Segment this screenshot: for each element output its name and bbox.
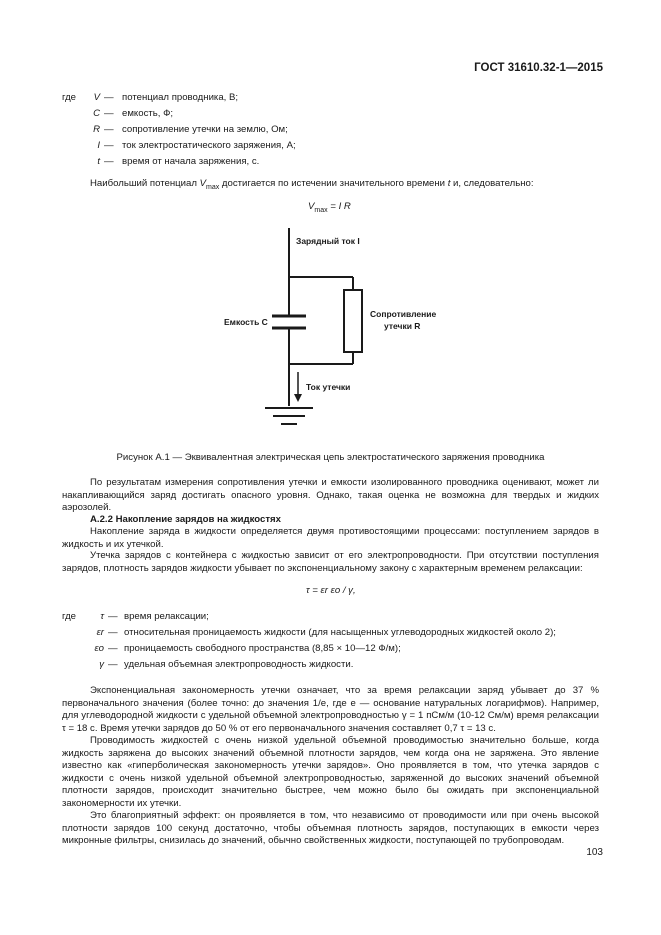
definition-symbol: I [97, 140, 100, 151]
circuit-diagram [0, 228, 661, 428]
label-capacitance: Емкость C [224, 317, 268, 327]
definition-text: относительная проницаемость жидкости (для насыщенных углеводородных жидкостей около 2); [124, 627, 556, 638]
definition-dash: — [108, 611, 118, 622]
paragraph: По результатам измерения сопротивления утечки и емкости изолированного проводника оценивают, может ли накапливающийся заряд достигать опасного уровня. Однако, такая оценка не возможна для твердых и жидких аэрозолей. [62, 477, 599, 514]
formula-tau: τ = εr εo / γ, [306, 585, 356, 596]
definition-item [62, 156, 602, 170]
paragraph: Утечка зарядов с контейнера с жидкостью зависит от его электропроводности. При отсутствии поступления зарядов, плотность зарядов жидкости убывает по экспоненциальному закону с характерным временем релаксации: [62, 550, 599, 574]
definition-symbol: τ [100, 611, 104, 622]
vmax-sentence [90, 178, 534, 191]
paragraph: Экспоненциальная закономерность утечки означает, что за время релаксации заряд убывает до 37 % первоначального значения (более точно: до значения 1/e, где e — основание натуральных логарифмов). Например, для углеводородной жидкости с удельной объемной электропроводностью γ = 1 пСм/м (10-12 См/м) время релаксации τ = 18 с. Время утечки зарядов до 50 % от его первоначального значения составляет 0,7 τ = 13 с. [62, 685, 599, 734]
definition-item [62, 124, 602, 138]
definition-dash: — [108, 627, 118, 638]
definition-dash: — [104, 108, 114, 119]
definition-text: потенциал проводника, В; [122, 92, 239, 103]
label-charge-current: Зарядный ток I [296, 236, 360, 246]
page-number: 103 [586, 847, 603, 858]
formula-rhs: = I R [327, 201, 351, 212]
definitions-lead: где [62, 611, 77, 622]
subscript-max: max [206, 183, 220, 191]
definition-symbol: V [93, 92, 100, 103]
label-resistance-line2: утечки R [384, 321, 421, 331]
definition-dash: — [104, 124, 114, 135]
symbol-v: V [199, 178, 207, 189]
definitions-list [62, 92, 602, 172]
standard-code: ГОСТ 31610.32-1—2015 [474, 62, 603, 74]
definition-text: ток электростатического заряжения, А; [122, 140, 296, 151]
section-heading: А.2.2 Накопление зарядов на жидкостях [90, 514, 281, 525]
definition-text: удельная объемная электропроводность жидкости. [124, 659, 354, 670]
definition-item [62, 108, 602, 122]
definitions-lead: где [62, 92, 77, 103]
formula-lhs: V [308, 201, 315, 212]
leak-arrow-head [294, 394, 302, 402]
definition-dash: — [108, 643, 118, 654]
sentence-text: и, следовательно: [450, 178, 534, 189]
definition-item [62, 140, 602, 154]
definition-dash: — [104, 92, 114, 103]
definition-text: время релаксации; [124, 611, 209, 622]
definition-symbol: R [93, 124, 100, 135]
definition-symbol: γ [99, 659, 104, 670]
definition-text: сопротивление утечки на землю, Ом; [122, 124, 288, 135]
paragraph: Это благоприятный эффект: он проявляется в том, что независимо от проводимости или при очень высокой плотности зарядов 100 секунд достаточно, чтобы объемная плотность зарядов, поступающих в емкости через микронные фильтры, снизилась до значений, обычно свойственных жидкости, поступающей по трубопроводам. [62, 810, 599, 847]
definition-symbol: εr [96, 627, 104, 638]
figure-caption: Рисунок А.1 — Эквивалентная электрическая цепь электростатического заряжения проводника [116, 452, 545, 463]
sentence-text: Наибольший потенциал [90, 178, 200, 189]
formula-subscript: max [314, 206, 328, 214]
definition-item [62, 627, 622, 641]
label-leak-current: Ток утечки [306, 382, 351, 392]
definition-text: время от начала заряжения, с. [122, 156, 260, 167]
definition-dash: — [104, 140, 114, 151]
label-resistance-line1: Сопротивление [370, 309, 437, 319]
definition-dash: — [104, 156, 114, 167]
definition-symbol: t [97, 156, 100, 167]
definition-symbol: εo [94, 643, 104, 654]
paragraph: Проводимость жидкостей с очень низкой удельной объемной проводимостью значительно больше, когда жидкость заряжена до высоких значений объемной плотности зарядов, чем когда она не заряжена. Это явление известно как «гиперболическая закономерность утечки зарядов». Оно проявляется в том, что утечка зарядов с жидкости с очень низкой удельной объемной электропроводностью, заряженной до высоких значений объемной плотности зарядов, происходит значительно быстрее, чем можно было бы ожидать при экспоненциальной закономерности их утечки. [62, 735, 599, 809]
resistor [344, 290, 362, 352]
definition-dash: — [108, 659, 118, 670]
definition-item [62, 643, 622, 657]
definition-text: проницаемость свободного пространства (8,85 × 10—12 Ф/м); [124, 643, 401, 654]
definition-item [62, 659, 622, 673]
definition-text: емкость, Ф; [122, 108, 174, 119]
symbol-t: t [447, 178, 451, 189]
definitions-list [62, 611, 622, 671]
definition-item [62, 92, 602, 106]
definition-symbol: C [93, 108, 100, 119]
paragraph: Накопление заряда в жидкости определяется двумя противостоящими процессами: поступлением зарядов в жидкость и их утечкой. [62, 526, 599, 550]
definition-item [62, 611, 622, 625]
formula-vmax [308, 201, 351, 214]
sentence-text: достигается по истечении значительного времени [219, 178, 448, 189]
